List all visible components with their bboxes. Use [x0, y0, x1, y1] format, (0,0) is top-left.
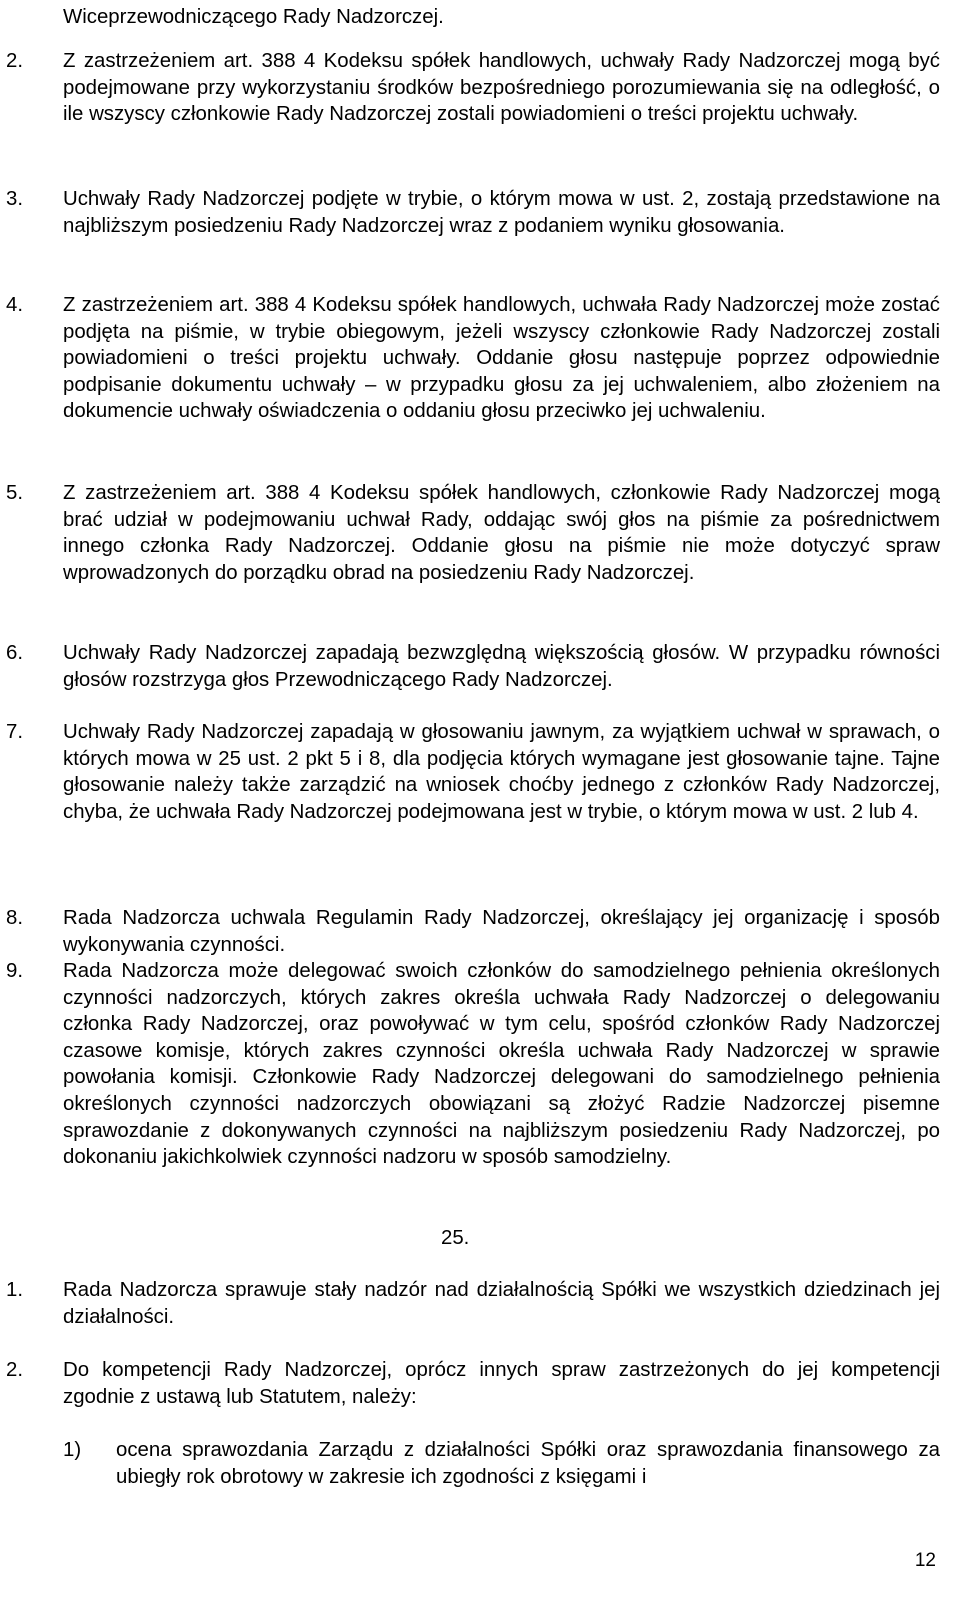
- item-text: Uchwały Rady Nadzorczej zapadają w głosowaniu jawnym, za wyjątkiem uchwał w sprawach, o których mowa w 25 ust. 2 pkt 5 i 8, dla podjęcia których wymagane jest głosowanie tajne. Tajne głosowanie należy także zarządzić na wniosek choćby jednego z członków Rady Nadzorczej, chyba, że uchwała Rady Nadzorczej podejmowana jest w trybie, o którym mowa w ust. 2 lub 4.: [63, 721, 940, 823]
- list-item: [6, 719, 940, 825]
- list-item: [6, 1277, 940, 1330]
- item-number: 4.: [6, 294, 24, 316]
- item-number: 3.: [6, 188, 24, 210]
- item-number: 8.: [6, 907, 24, 929]
- sub-list-item: [63, 1437, 940, 1490]
- item-text: Rada Nadzorcza może delegować swoich członków do samodzielnego pełnienia określonych czynności nadzorczych, których zakres określa uchwała Rady Nadzorczej o delegowaniu członka Rady Nadzorczej, oraz powoływać w tym celu, spośród członków Rady Nadzorczej czasowe komisje, których zakres czynności określa uchwała Rady Nadzorczej w sprawie powołania komisji. Członkowie Rady Nadzorczej delegowani do samodzielnego pełnienia określonych czynności nadzorczych obowiązani są złożyć Radzie Nadzorczej pisemne sprawozdanie z dokonywanych czynności na najbliższym posiedzeniu Rady Nadzorczej, po dokonaniu jakichkolwiek czynności nadzoru w sposób samodzielny.: [63, 960, 940, 1169]
- subitem-number: 1): [63, 1439, 82, 1461]
- item-text: Z zastrzeżeniem art. 388 4 Kodeksu spółek handlowych, członkowie Rady Nadzorczej mogą brać udział w podejmowaniu uchwał Rady, oddając swój głos na piśmie za pośrednictwem innego członka Rady Nadzorczej. Oddanie głosu na piśmie nie może dotyczyć spraw wprowadzonych do porządku obrad na posiedzeniu Rady Nadzorczej.: [63, 482, 940, 584]
- item-number: 2.: [6, 1359, 24, 1381]
- item-number: 9.: [6, 960, 24, 982]
- item-text: Z zastrzeżeniem art. 388 4 Kodeksu spółek handlowych, uchwała Rady Nadzorczej może zostać podjęta na piśmie, w trybie obiegowym, jeżeli wszyscy członkowie Rady Nadzorczej zostali powiadomieni o treści projektu uchwały. Oddanie głosu następuje poprzez odpowiednie podpisanie dokumentu uchwały – w przypadku głosu za jej uchwaleniem, albo złożeniem na dokumencie uchwały oświadczenia o oddaniu głosu przeciwko jej uchwaleniu.: [63, 294, 940, 423]
- item-text: Uchwały Rady Nadzorczej podjęte w trybie, o którym mowa w ust. 2, zostają przedstawione na najbliższym posiedzeniu Rady Nadzorczej wraz z podaniem wyniku głosowania.: [63, 188, 940, 237]
- list-item: [6, 48, 940, 128]
- item-text: Uchwały Rady Nadzorczej zapadają bezwzględną większością głosów. W przypadku równości głosów rozstrzyga głos Przewodniczącego Rady Nadzorczej.: [63, 642, 940, 691]
- page-number: 12: [914, 1550, 936, 1571]
- item-number: 6.: [6, 642, 24, 664]
- continuation-text: Wiceprzewodniczącego Rady Nadzorczej.: [63, 6, 444, 28]
- list-item: [6, 186, 940, 239]
- list-item: [6, 480, 940, 586]
- list-item: [6, 640, 940, 693]
- list-item: [6, 958, 940, 1171]
- section-heading: 25.: [441, 1227, 470, 1249]
- item-number: 1.: [6, 1279, 24, 1301]
- list-item: [6, 905, 940, 958]
- item-text: Z zastrzeżeniem art. 388 4 Kodeksu spółek handlowych, uchwały Rady Nadzorczej mogą być podejmowane przy wykorzystaniu środków bezpośredniego porozumiewania się na odległość, o ile wszyscy członkowie Rady Nadzorczej zostali powiadomieni o treści projektu uchwały.: [63, 50, 940, 126]
- list-item: [6, 292, 940, 425]
- item-text: Do kompetencji Rady Nadzorczej, oprócz innych spraw zastrzeżonych do jej kompetencji zgodnie z ustawą lub Statutem, należy:: [63, 1359, 940, 1408]
- item-number: 2.: [6, 50, 24, 72]
- list-item: [6, 1357, 940, 1410]
- item-number: 5.: [6, 482, 24, 504]
- subitem-text: ocena sprawozdania Zarządu z działalności Spółki oraz sprawozdania finansowego za ubiegły rok obrotowy w zakresie ich zgodności z księgami i: [116, 1439, 940, 1488]
- item-text: Rada Nadzorcza uchwala Regulamin Rady Nadzorczej, określający jej organizację i sposób wykonywania czynności.: [63, 907, 940, 956]
- item-text: Rada Nadzorcza sprawuje stały nadzór nad działalnością Spółki we wszystkich dziedzinach jej działalności.: [63, 1279, 940, 1328]
- item-number: 7.: [6, 721, 24, 743]
